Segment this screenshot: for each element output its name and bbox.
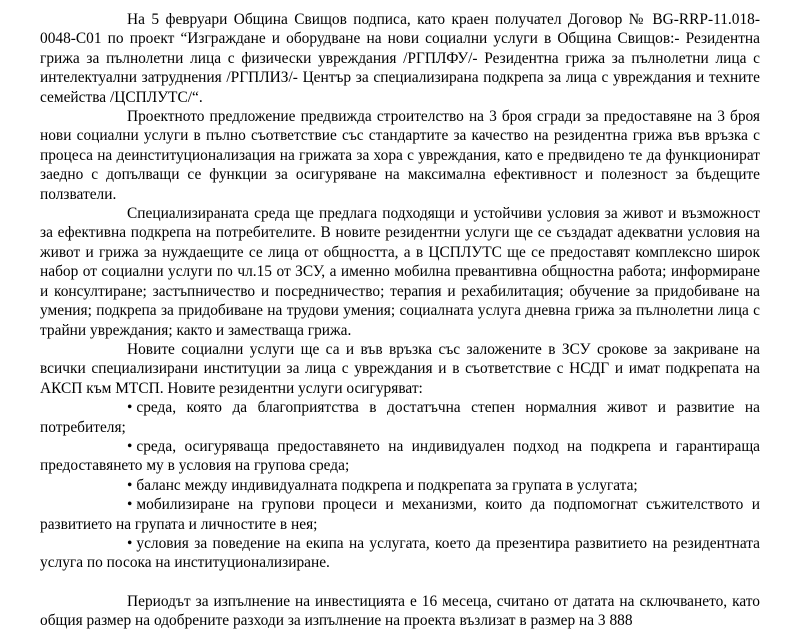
document-body: [40, 10, 760, 631]
paragraph-specialized-environment: Специализираната среда ще предлага подходящи и устойчиви условия за живот и възможност за ефективна подкрепа на потребителите. В новите резидентни услуги ще се създадат адекватни условия на живот и грижа за нуждаещите се лица от общността, а в ЦСПЛУТС ще се предоставят комплексно широк набор от социални услуги по чл.15 от ЗСУ, а именно мобилна превантивна общностна работа; информиране и консултиране; застъпничество и посредничество; терапия и рехабилитация; обучение за придобиване на умения; подкрепа за придобиване на трудови умения; социалната услуга дневна грижа за пълнолетни лица с трайни увреждания; както и заместваща грижа.: [40, 205, 760, 339]
list-item-text: мобилизиране на групови процеси и механизми, които да подпомогнат съжителството и развитието на групата и личностите в нея;: [40, 496, 760, 533]
list-item: [40, 476, 760, 495]
list-item-text: баланс между индивидуалната подкрепа и подкрепата за групата в услугата;: [136, 476, 638, 494]
paragraph-project-proposal: Проектното предложение предвижда строителство на 3 броя сгради за предоставяне на 3 броя нови социални услуги в пълно съответствие със стандартите за качество на резидентна грижа във връзка с процеса на деинституционализация на грижата за хора с увреждания, като е предвидено те да функционират заедно с допълващи се функции за осигуряване на максимална ефективност и полезност за бъдещите ползватели.: [40, 108, 760, 203]
paragraph-contract: На 5 февруари Община Свищов подписа, като краен получател Договор № BG-RRP-11.018-0048-C01 по проект “Изграждане и оборудване на нови социални услуги в Община Свищов:- Резидентна грижа за пълнолетни лица с физически увреждания /РГПЛФУ/- Резидентна грижа за пълнолетни лица с интелектуални затруднения /РГПЛИЗ/- Център за специализирана подкрепа за лица с увреждания и техните семейства /ЦСПЛУТС/“.: [40, 11, 760, 106]
list-item-text: условия за поведение на екипа на услугата, което да презентира развитието на резидентната услуга по посока на институционализиране.: [40, 534, 760, 572]
bullet-icon: •: [127, 437, 133, 455]
bullet-list: [40, 398, 760, 573]
bullet-icon: •: [127, 534, 133, 552]
paragraph-implementation-period: Периодът за изпълнение на инвестицията е 16 месеца, считано от датата на сключването, като общия размер на одобрените разходи за изпълнение на проекта възлизат в размер на 3 888: [40, 592, 760, 630]
list-item: [40, 437, 760, 476]
list-item: [40, 398, 760, 437]
list-item: [40, 534, 760, 573]
bullet-icon: •: [127, 476, 133, 494]
list-item-text: среда, осигуряваща предоставянето на индивидуален подход на подкрепа и гарантираща предоставянето му в условия на групова среда;: [40, 437, 760, 475]
list-item: [40, 495, 760, 534]
list-item-text: среда, която да благоприятства в достатъчна степен нормалния живот и развитие на потребителя;: [40, 399, 760, 436]
bullet-icon: •: [127, 399, 133, 417]
paragraph-new-services: Новите социални услуги ще са и във връзка със заложените в ЗСУ срокове за закриване на всички специализирани институции за лица с увреждания и в съответствие с НСДГ и имат подкрепата на АКСП към МТСП. Новите резидентни услуги осигуряват:: [40, 340, 760, 397]
bullet-icon: •: [127, 496, 133, 514]
